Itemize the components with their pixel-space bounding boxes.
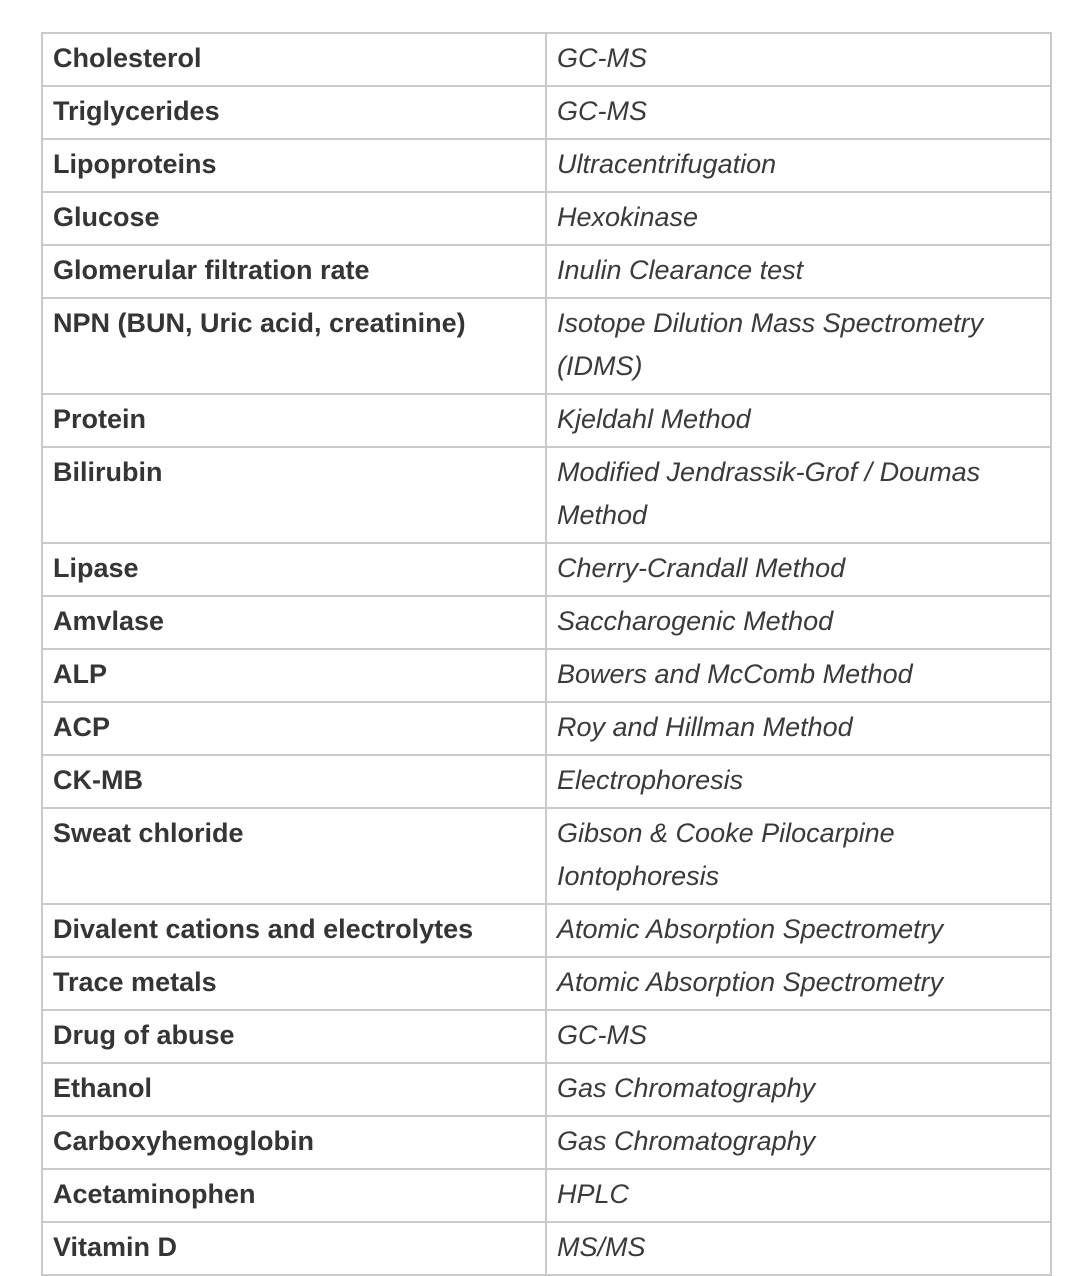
method-cell: Hexokinase xyxy=(546,192,1051,245)
analyte-cell: Drug of abuse xyxy=(42,1010,546,1063)
table-row xyxy=(42,298,1051,394)
method-cell: Atomic Absorption Spectrometry xyxy=(546,904,1051,957)
method-cell: MS/MS xyxy=(546,1222,1051,1275)
table-row xyxy=(42,1010,1051,1063)
table-row xyxy=(42,139,1051,192)
table-row xyxy=(42,33,1051,86)
table-row xyxy=(42,1116,1051,1169)
analyte-cell: Glucose xyxy=(42,192,546,245)
table-row xyxy=(42,1169,1051,1222)
analyte-cell: Bilirubin xyxy=(42,447,546,543)
table-row xyxy=(42,86,1051,139)
analyte-cell: Cholesterol xyxy=(42,33,546,86)
method-cell: Atomic Absorption Spectrometry xyxy=(546,957,1051,1010)
method-cell: GC-MS xyxy=(546,86,1051,139)
table-row xyxy=(42,1063,1051,1116)
method-cell: Kjeldahl Method xyxy=(546,394,1051,447)
method-cell: Inulin Clearance test xyxy=(546,245,1051,298)
table-row xyxy=(42,904,1051,957)
reference-methods-table xyxy=(41,32,1052,1276)
method-cell: Electrophoresis xyxy=(546,755,1051,808)
table-row xyxy=(42,596,1051,649)
table-row xyxy=(42,649,1051,702)
analyte-cell: ALP xyxy=(42,649,546,702)
analyte-cell: Divalent cations and electrolytes xyxy=(42,904,546,957)
reference-methods-table-container xyxy=(41,32,1050,1276)
method-cell: GC-MS xyxy=(546,33,1051,86)
table-row xyxy=(42,394,1051,447)
analyte-cell: Trace metals xyxy=(42,957,546,1010)
table-row xyxy=(42,245,1051,298)
method-cell: Bowers and McComb Method xyxy=(546,649,1051,702)
analyte-cell: NPN (BUN, Uric acid, creatinine) xyxy=(42,298,546,394)
analyte-cell: ACP xyxy=(42,702,546,755)
method-cell: Modified Jendrassik-Grof / Doumas Method xyxy=(546,447,1051,543)
table-row xyxy=(42,808,1051,904)
analyte-cell: Vitamin D xyxy=(42,1222,546,1275)
analyte-cell: Amvlase xyxy=(42,596,546,649)
table-row xyxy=(42,702,1051,755)
method-cell: Ultracentrifugation xyxy=(546,139,1051,192)
analyte-cell: Lipoproteins xyxy=(42,139,546,192)
analyte-cell: CK-MB xyxy=(42,755,546,808)
table-row xyxy=(42,192,1051,245)
table-row xyxy=(42,447,1051,543)
analyte-cell: Acetaminophen xyxy=(42,1169,546,1222)
analyte-cell: Carboxyhemoglobin xyxy=(42,1116,546,1169)
analyte-cell: Ethanol xyxy=(42,1063,546,1116)
method-cell: Roy and Hillman Method xyxy=(546,702,1051,755)
table-row xyxy=(42,957,1051,1010)
analyte-cell: Glomerular filtration rate xyxy=(42,245,546,298)
analyte-cell: Sweat chloride xyxy=(42,808,546,904)
method-cell: Cherry-Crandall Method xyxy=(546,543,1051,596)
method-cell: HPLC xyxy=(546,1169,1051,1222)
table-row xyxy=(42,543,1051,596)
method-cell: Gas Chromatography xyxy=(546,1063,1051,1116)
method-cell: GC-MS xyxy=(546,1010,1051,1063)
table-row xyxy=(42,1222,1051,1275)
table-row xyxy=(42,755,1051,808)
analyte-cell: Triglycerides xyxy=(42,86,546,139)
method-cell: Isotope Dilution Mass Spectrometry (IDMS) xyxy=(546,298,1051,394)
analyte-cell: Protein xyxy=(42,394,546,447)
analyte-cell: Lipase xyxy=(42,543,546,596)
method-cell: Saccharogenic Method xyxy=(546,596,1051,649)
method-cell: Gas Chromatography xyxy=(546,1116,1051,1169)
method-cell: Gibson & Cooke Pilocarpine Iontophoresis xyxy=(546,808,1051,904)
